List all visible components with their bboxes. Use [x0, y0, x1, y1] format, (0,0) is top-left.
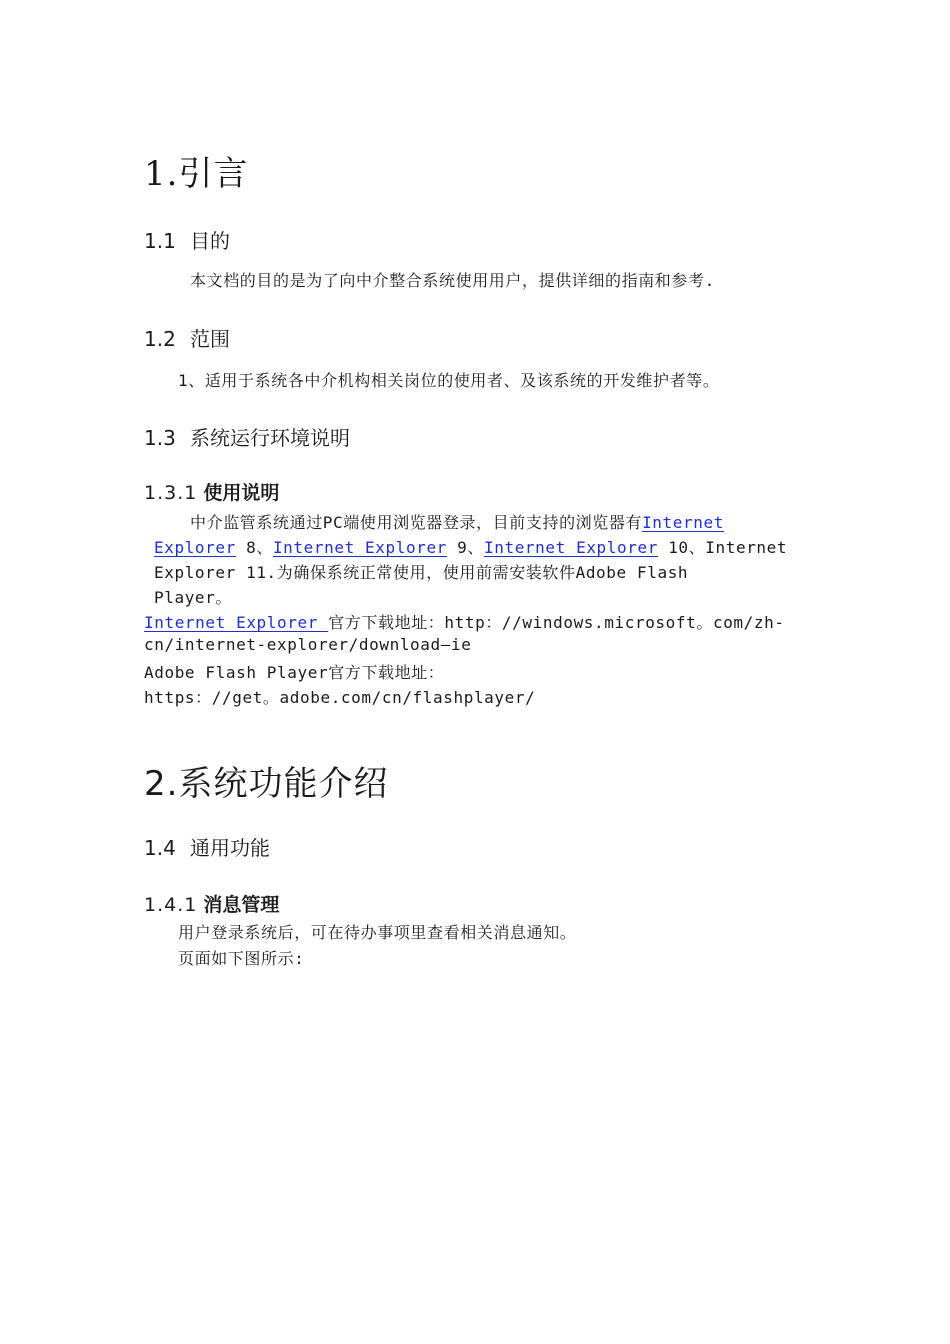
heading-common-functions: [144, 832, 270, 861]
usage-line-3: Explorer 11.为确保系统正常使用，使用前需安装软件Adobe Flash: [154, 563, 689, 582]
heading-title: 目的: [190, 229, 230, 253]
message-paragraph-2: 页面如下图所示:: [178, 949, 305, 968]
usage-text: 9、: [446, 538, 484, 557]
usage-text: 8、: [235, 538, 273, 557]
ie-download-url: 官方下载地址：http：//windows.microsoft。com/zh-: [328, 613, 785, 632]
internet-explorer-link[interactable]: Internet: [642, 513, 724, 532]
heading-title: 消息管理: [203, 894, 280, 916]
heading-title: 使用说明: [203, 482, 280, 504]
flash-download-label: Adobe Flash Player官方下载地址：: [144, 663, 445, 682]
heading-number: 1.4: [144, 836, 176, 860]
internet-explorer-link[interactable]: Explorer: [154, 538, 236, 557]
usage-line-4: Player。: [154, 588, 232, 607]
ie-download-line: [144, 610, 785, 633]
message-paragraph-1: 用户登录系统后，可在待办事项里查看相关消息通知。: [178, 923, 577, 942]
internet-explorer-10-link[interactable]: Internet Explorer: [484, 538, 658, 557]
heading-scope: [144, 323, 230, 352]
heading-title: 范围: [190, 327, 230, 351]
internet-explorer-link[interactable]: Internet Explorer: [144, 613, 329, 632]
purpose-paragraph: 本文档的目的是为了向中介整合系统使用用户，提供详细的指南和参考.: [190, 271, 715, 290]
heading-number: 1.4.1: [144, 894, 198, 916]
usage-line-1: [190, 510, 724, 533]
scope-paragraph: 1、适用于系统各中介机构相关岗位的使用者、及该系统的开发维护者等。: [178, 371, 720, 390]
heading-title: 通用功能: [190, 836, 270, 860]
heading-purpose: [144, 225, 230, 254]
heading-runtime-environment: [144, 422, 350, 451]
usage-text: 中介监管系统通过PC端使用浏览器登录，目前支持的浏览器有: [190, 513, 643, 532]
heading-message-management: [144, 890, 279, 917]
heading-number: 1.1: [144, 229, 176, 253]
heading-number: 1.3.1: [144, 482, 198, 504]
flash-download-url: https：//get。adobe.com/cn/flashplayer/: [144, 688, 536, 707]
usage-text: 10、Internet: [657, 538, 788, 557]
heading-introduction: 1.引言: [144, 154, 249, 194]
heading-title: 系统运行环境说明: [190, 426, 350, 450]
ie-download-url-cont: cn/internet-explorer/download—ie: [144, 635, 472, 654]
heading-number: 1.3: [144, 426, 176, 450]
usage-line-2: [154, 535, 787, 558]
internet-explorer-9-link[interactable]: Internet Explorer: [272, 538, 447, 557]
heading-system-features: 2.系统功能介绍: [144, 764, 389, 804]
heading-usage-notes: [144, 478, 279, 505]
heading-number: 1.2: [144, 327, 176, 351]
